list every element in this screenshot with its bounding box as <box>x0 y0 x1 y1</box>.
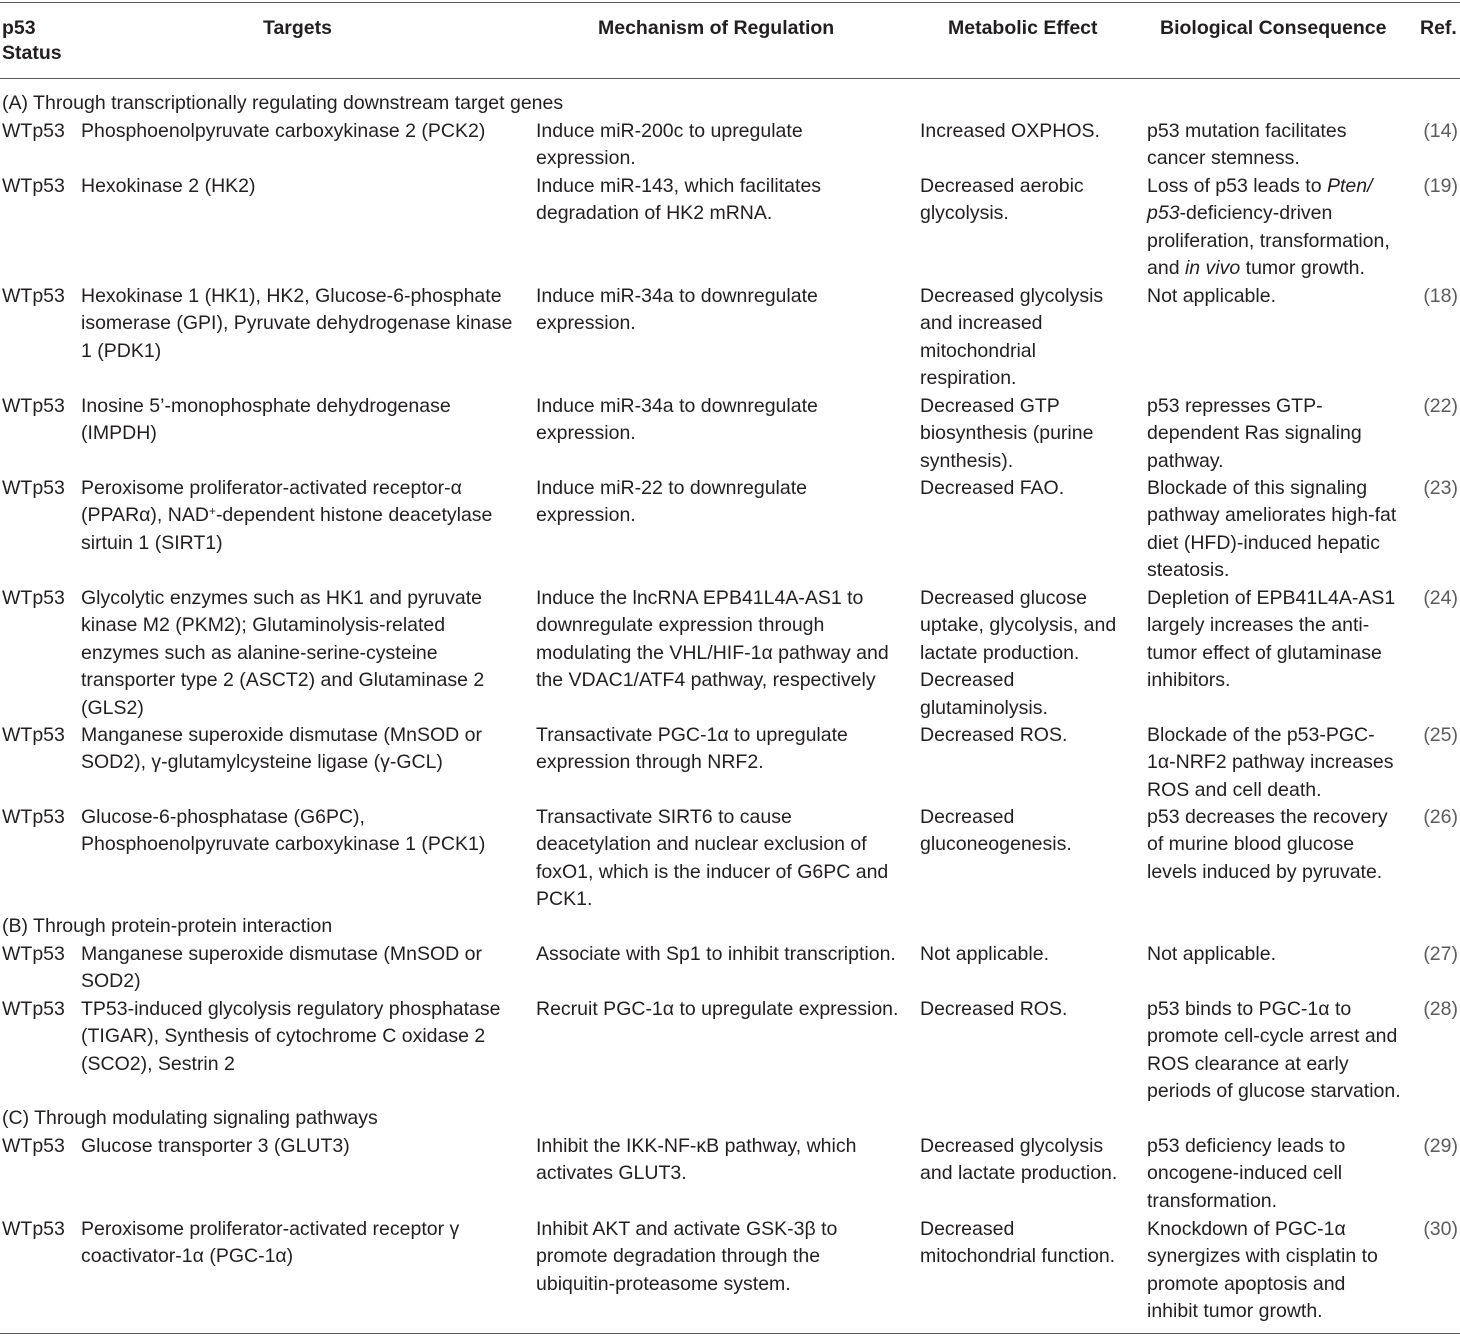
cell-line: respiration. <box>920 367 1017 390</box>
cell-ref: (27) <box>1423 943 1458 965</box>
cell-line: Transactivate SIRT6 to cause <box>536 806 792 828</box>
cell-line: (IMPDH) <box>81 422 157 445</box>
cell-line: steatosis. <box>1147 559 1230 582</box>
cell-line: expression. <box>536 147 636 170</box>
cell-metabolic <box>920 475 1064 502</box>
cell-line: WTp53 <box>2 395 65 417</box>
cell-line: levels induced by pyruvate. <box>1147 860 1383 883</box>
cell-line: WTp53 <box>2 587 65 609</box>
cell-consequence <box>1147 118 1346 173</box>
cell-targets <box>81 941 482 996</box>
cell-line: Decreased GTP <box>920 395 1060 417</box>
cell-line: activates GLUT3. <box>536 1162 687 1185</box>
cell-metabolic <box>920 1133 1117 1188</box>
cell-line: Blockade of the p53-PGC- <box>1147 724 1375 746</box>
cell-consequence <box>1147 475 1396 585</box>
cell-line: sirtuin 1 (SIRT1) <box>81 531 223 554</box>
cell-line: (GLS2) <box>81 696 144 719</box>
cell-metabolic <box>920 722 1067 749</box>
cell-consequence <box>1147 996 1401 1106</box>
section-heading: (A) Through transcriptionally regulating downstream target genes <box>2 92 564 114</box>
cell-line: Associate with Sp1 to inhibit transcription. <box>536 943 896 965</box>
cell-mechanism <box>536 996 898 1023</box>
cell-targets <box>81 996 501 1078</box>
cell-line: Phosphoenolpyruvate carboxykinase 2 (PCK2) <box>81 120 486 142</box>
cell-line: Induce miR-200c to upregulate <box>536 120 803 142</box>
cell-metabolic <box>920 1216 1115 1271</box>
cell-targets <box>81 585 484 722</box>
cell-line: Loss of p53 leads to Pten/ <box>1147 175 1373 197</box>
cell-line: Decreased ROS. <box>920 998 1068 1020</box>
cell-targets <box>81 1216 459 1271</box>
cell-mechanism <box>536 393 818 448</box>
table-bottom-rule <box>0 1333 1460 1334</box>
cell-line: promote cell-cycle arrest and <box>1147 1025 1398 1048</box>
cell-consequence <box>1147 1216 1378 1326</box>
cell-targets <box>81 804 485 859</box>
cell-line: modulating the VHL/HIF-1α pathway and <box>536 641 889 664</box>
cell-metabolic <box>920 585 1116 722</box>
header-ref: Ref. <box>1420 17 1457 39</box>
cell-targets <box>81 118 485 145</box>
cell-consequence <box>1147 804 1388 886</box>
cell-line: inhibit tumor growth. <box>1147 1300 1323 1323</box>
cell-line: lactate production. <box>920 641 1080 664</box>
cell-metabolic <box>920 941 1049 968</box>
cell-ref: (28) <box>1423 998 1458 1020</box>
cell-line: and increased <box>920 312 1043 335</box>
cell-consequence <box>1147 585 1395 695</box>
cell-line: gluconeogenesis. <box>920 833 1072 856</box>
cell-targets <box>81 722 482 777</box>
cell-line: dependent Ras signaling <box>1147 422 1362 445</box>
cell-status <box>2 804 65 831</box>
cell-metabolic <box>920 996 1067 1023</box>
cell-line: Blockade of this signaling <box>1147 477 1368 499</box>
cell-line: Recruit PGC-1α to upregulate expression. <box>536 998 899 1020</box>
cell-metabolic <box>920 804 1072 859</box>
cell-line: Peroxisome proliferator-activated receptor-α <box>81 477 462 499</box>
cell-line: Inosine 5’-monophosphate dehydrogenase <box>81 395 451 417</box>
cell-line: expression. <box>536 504 636 527</box>
cell-line: promote degradation through the <box>536 1245 821 1268</box>
cell-line: periods of glucose starvation. <box>1147 1080 1401 1103</box>
cell-line: p53 decreases the recovery <box>1147 806 1388 828</box>
cell-line: oncogene-induced cell <box>1147 1162 1343 1185</box>
cell-line: 1 (PDK1) <box>81 339 162 362</box>
header-rule <box>0 78 1460 79</box>
cell-line: Induce miR-34a to downregulate <box>536 395 818 417</box>
cell-line: (SCO2), Sestrin 2 <box>81 1052 235 1075</box>
cell-line: Decreased glycolysis <box>920 1135 1104 1157</box>
cell-line: downregulate expression through <box>536 614 825 637</box>
cell-line: expression through NRF2. <box>536 751 764 774</box>
cell-consequence <box>1147 173 1390 283</box>
cell-line: WTp53 <box>2 943 65 965</box>
cell-consequence <box>1147 283 1276 310</box>
cell-line: p53 mutation facilitates <box>1147 120 1347 142</box>
cell-line: proliferation, transformation, <box>1147 229 1390 252</box>
cell-line: diet (HFD)-induced hepatic <box>1147 531 1381 554</box>
cell-metabolic <box>920 283 1103 393</box>
cell-mechanism <box>536 804 888 914</box>
cell-line: WTp53 <box>2 120 65 142</box>
cell-line: the VDAC1/ATF4 pathway, respectively <box>536 669 876 692</box>
cell-line: p53 represses GTP- <box>1147 395 1323 417</box>
cell-status <box>2 1133 65 1160</box>
cell-line: isomerase (GPI), Pyruvate dehydrogenase kinase <box>81 312 513 335</box>
cell-line: ROS and cell death. <box>1147 778 1322 801</box>
cell-line: Decreased glycolysis <box>920 285 1104 307</box>
cell-mechanism <box>536 941 896 968</box>
cell-line: WTp53 <box>2 285 65 307</box>
cell-ref: (22) <box>1423 395 1458 417</box>
cell-metabolic <box>920 393 1093 475</box>
cell-line: Induce miR-34a to downregulate <box>536 285 818 307</box>
cell-line: WTp53 <box>2 477 65 499</box>
cell-line: transporter type 2 (ASCT2) and Glutaminase 2 <box>81 669 485 692</box>
cell-line: Decreased ROS. <box>920 724 1068 746</box>
header-targets: Targets <box>263 17 332 39</box>
cell-ref: (24) <box>1423 587 1458 609</box>
cell-line: Manganese superoxide dismutase (MnSOD or <box>81 724 483 746</box>
cell-line: and in vivo tumor growth. <box>1147 257 1365 280</box>
cell-line: cancer stemness. <box>1147 147 1300 170</box>
cell-ref: (26) <box>1423 806 1458 828</box>
cell-ref: (18) <box>1423 285 1458 307</box>
cell-line: (TIGAR), Synthesis of cytochrome C oxidase 2 <box>81 1025 486 1048</box>
cell-line: synergizes with cisplatin to <box>1147 1245 1378 1268</box>
cell-consequence <box>1147 722 1393 804</box>
cell-consequence <box>1147 941 1276 968</box>
cell-line: p53 deficiency leads to <box>1147 1135 1346 1157</box>
cell-line: Phosphoenolpyruvate carboxykinase 1 (PCK1) <box>81 833 486 856</box>
cell-line: coactivator-1α (PGC-1α) <box>81 1245 294 1268</box>
cell-mechanism <box>536 1133 856 1188</box>
cell-line: Not applicable. <box>1147 943 1276 965</box>
cell-line: transformation. <box>1147 1189 1278 1212</box>
cell-line: WTp53 <box>2 724 65 746</box>
cell-line: enzymes such as alanine-serine-cysteine <box>81 641 438 664</box>
cell-line: p53-deficiency-driven <box>1147 202 1333 225</box>
cell-mechanism <box>536 1216 837 1298</box>
cell-line: Decreased FAO. <box>920 477 1065 499</box>
cell-line: pathway ameliorates high-fat <box>1147 504 1397 527</box>
cell-mechanism <box>536 475 807 530</box>
header-consequence: Biological Consequence <box>1160 17 1387 39</box>
cell-targets <box>81 173 256 200</box>
cell-line: WTp53 <box>2 806 65 828</box>
cell-targets <box>81 1133 350 1160</box>
cell-line: Glucose-6-phosphatase (G6PC), <box>81 806 365 828</box>
cell-line: WTp53 <box>2 1135 65 1157</box>
cell-line: Inhibit the IKK-NF-κB pathway, which <box>536 1135 857 1157</box>
cell-line: Induce miR-143, which facilitates <box>536 175 822 197</box>
cell-line: Increased OXPHOS. <box>920 120 1100 142</box>
section-heading: (C) Through modulating signaling pathways <box>2 1107 378 1129</box>
cell-targets <box>81 475 492 557</box>
cell-line: Manganese superoxide dismutase (MnSOD or <box>81 943 483 965</box>
cell-line: Knockdown of PGC-1α <box>1147 1218 1346 1240</box>
cell-line: (PPARα), NAD+-dependent histone deacetylase <box>81 504 493 527</box>
cell-line: inhibitors. <box>1147 669 1231 692</box>
cell-line: foxO1, which is the inducer of G6PC and <box>536 860 889 883</box>
cell-line: and lactate production. <box>920 1162 1118 1185</box>
cell-line: Induce miR-22 to downregulate <box>536 477 807 499</box>
cell-status <box>2 996 65 1023</box>
cell-line: WTp53 <box>2 175 65 197</box>
cell-line: Decreased glucose <box>920 587 1087 609</box>
cell-line: PCK1. <box>536 888 593 911</box>
cell-status <box>2 585 65 612</box>
cell-status <box>2 173 65 200</box>
cell-line: largely increases the anti- <box>1147 614 1370 637</box>
cell-mechanism <box>536 173 821 228</box>
cell-mechanism <box>536 283 818 338</box>
cell-consequence <box>1147 1133 1345 1215</box>
cell-line: TP53-induced glycolysis regulatory phosphatase <box>81 998 501 1020</box>
cell-consequence <box>1147 393 1362 475</box>
header-status: p53 Status <box>2 17 62 64</box>
cell-line: Inhibit AKT and activate GSK-3β to <box>536 1218 838 1240</box>
cell-ref: (14) <box>1423 120 1458 142</box>
cell-status <box>2 283 65 310</box>
cell-status <box>2 118 65 145</box>
cell-line: Decreased <box>920 806 1015 828</box>
table-top-rule <box>0 2 1460 3</box>
cell-ref: (19) <box>1423 175 1458 197</box>
cell-line: Depletion of EPB41L4A-AS1 <box>1147 587 1396 609</box>
cell-line: SOD2) <box>81 970 141 993</box>
cell-status <box>2 941 65 968</box>
cell-ref: (23) <box>1423 477 1458 499</box>
cell-line: Induce the lncRNA EPB41L4A-AS1 to <box>536 587 864 609</box>
cell-line: ubiquitin-proteasome system. <box>536 1272 791 1295</box>
cell-ref: (29) <box>1423 1135 1458 1157</box>
cell-metabolic <box>920 173 1084 228</box>
cell-line: Decreased aerobic <box>920 175 1084 197</box>
section-heading: (B) Through protein-protein interaction <box>2 915 333 937</box>
cell-line: uptake, glycolysis, and <box>920 614 1117 637</box>
cell-line: Decreased <box>920 1218 1015 1240</box>
cell-line: Glycolytic enzymes such as HK1 and pyruvate <box>81 587 483 609</box>
cell-line: Transactivate PGC-1α to upregulate <box>536 724 848 746</box>
cell-line: deacetylation and nuclear exclusion of <box>536 833 867 856</box>
cell-mechanism <box>536 722 848 777</box>
cell-line: degradation of HK2 mRNA. <box>536 202 773 225</box>
cell-line: mitochondrial function. <box>920 1245 1116 1268</box>
cell-metabolic <box>920 118 1100 145</box>
cell-ref: (25) <box>1423 724 1458 746</box>
cell-line: Glucose transporter 3 (GLUT3) <box>81 1135 350 1157</box>
cell-line: synthesis). <box>920 449 1014 472</box>
cell-mechanism <box>536 585 889 695</box>
cell-line: WTp53 <box>2 998 65 1020</box>
cell-line: tumor effect of glutaminase <box>1147 641 1382 664</box>
cell-line: glycolysis. <box>920 202 1009 225</box>
cell-targets <box>81 393 451 448</box>
cell-line: ROS clearance at early <box>1147 1052 1349 1075</box>
cell-line: Not applicable. <box>920 943 1049 965</box>
cell-line: SOD2), γ-glutamylcysteine ligase (γ-GCL) <box>81 751 443 774</box>
cell-line: promote apoptosis and <box>1147 1272 1346 1295</box>
cell-line: biosynthesis (purine <box>920 422 1094 445</box>
cell-line: expression. <box>536 422 636 445</box>
cell-ref: (30) <box>1423 1218 1458 1240</box>
cell-line: expression. <box>536 312 636 335</box>
cell-mechanism <box>536 118 803 173</box>
header-mechanism: Mechanism of Regulation <box>598 17 835 39</box>
cell-status <box>2 475 65 502</box>
cell-line: Peroxisome proliferator-activated receptor γ <box>81 1218 460 1240</box>
cell-line: WTp53 <box>2 1218 65 1240</box>
cell-status <box>2 1216 65 1243</box>
cell-line: Not applicable. <box>1147 285 1276 307</box>
cell-line: p53 binds to PGC-1α to <box>1147 998 1352 1020</box>
header-metabolic: Metabolic Effect <box>948 17 1098 39</box>
cell-line: glutaminolysis. <box>920 696 1048 719</box>
cell-targets <box>81 283 512 365</box>
cell-line: Hexokinase 1 (HK1), HK2, Glucose-6-phosphate <box>81 285 502 307</box>
cell-status <box>2 722 65 749</box>
cell-line: Hexokinase 2 (HK2) <box>81 175 256 197</box>
cell-line: mitochondrial <box>920 339 1036 362</box>
cell-status <box>2 393 65 420</box>
cell-line: 1α-NRF2 pathway increases <box>1147 751 1394 774</box>
cell-line: Decreased <box>920 669 1015 692</box>
cell-line: pathway. <box>1147 449 1224 472</box>
cell-line: of murine blood glucose <box>1147 833 1355 856</box>
cell-line: kinase M2 (PKM2); Glutaminolysis-related <box>81 614 446 637</box>
